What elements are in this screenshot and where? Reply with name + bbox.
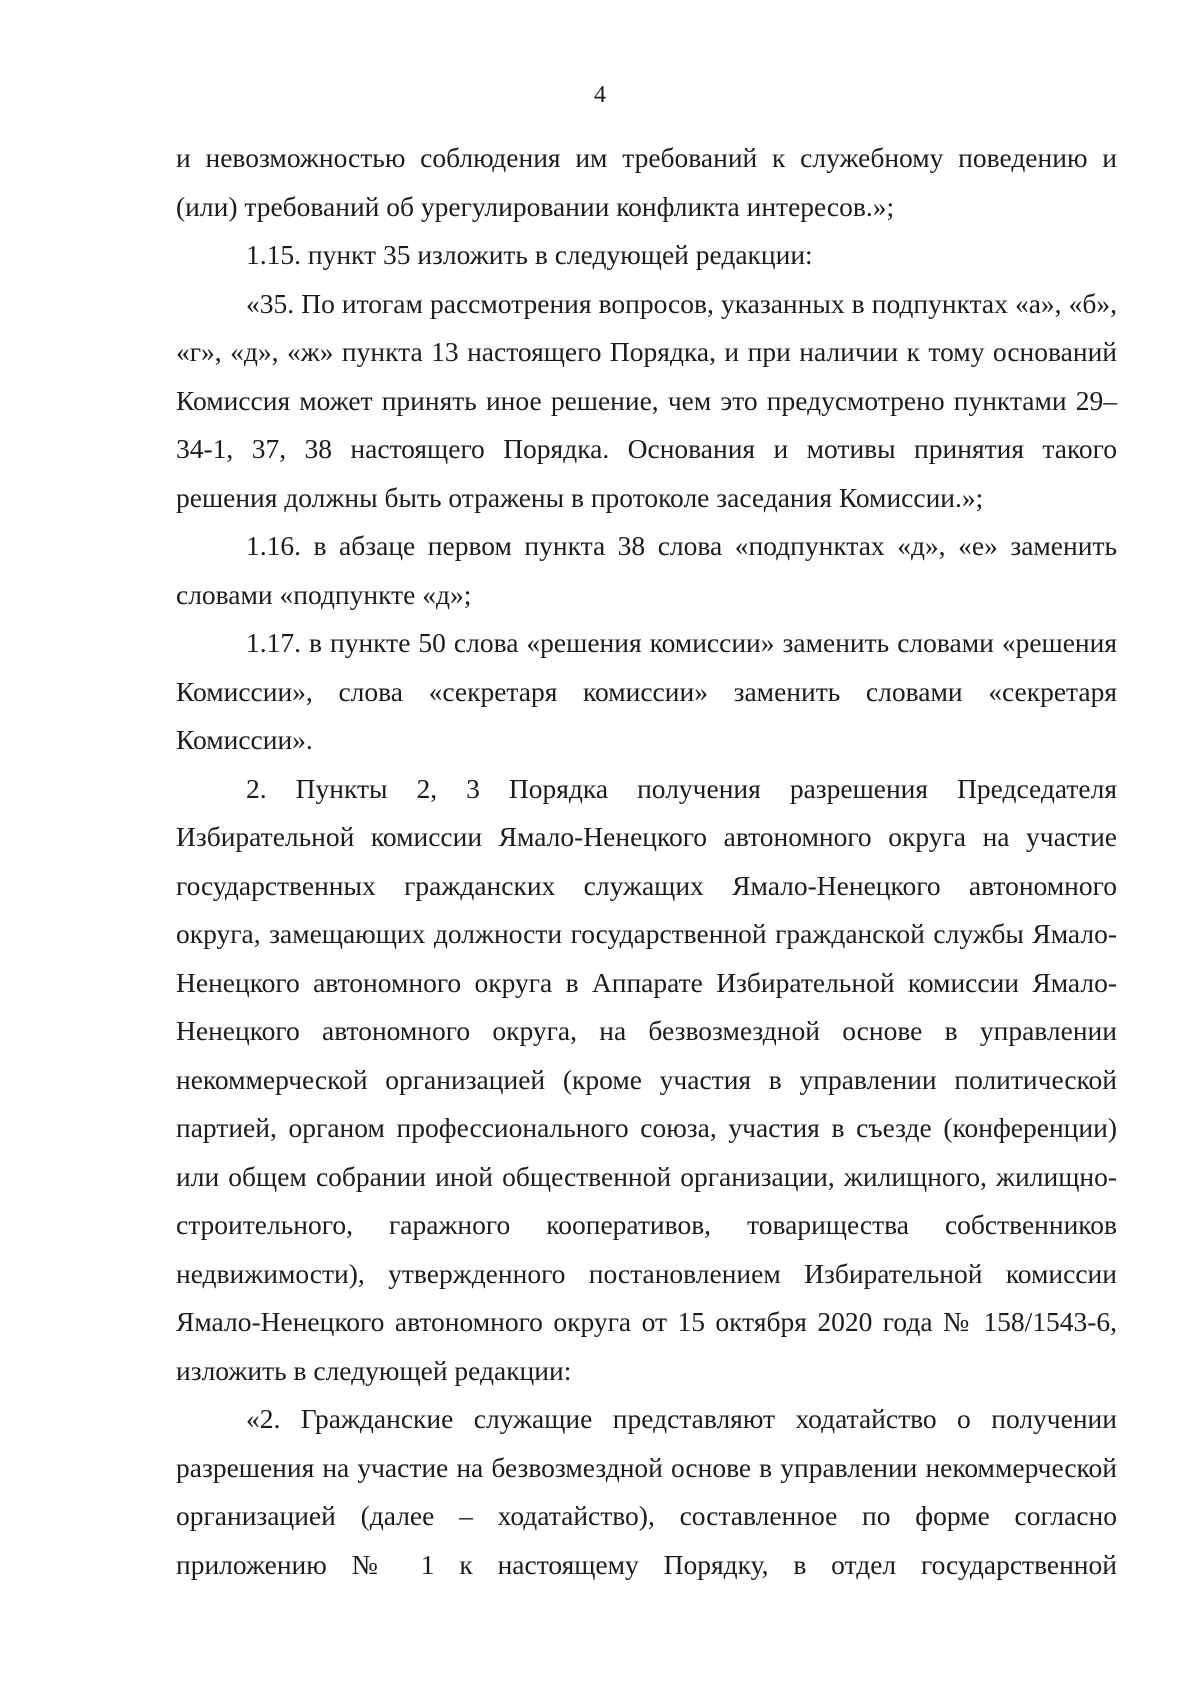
paragraph-2: 2. Пункты 2, 3 Порядка получения разрешения Председателя Избирательной комиссии Ямало-Ненецкого автономного округа на участие государственных гражданских служащих Ямало-Ненецкого автономного округа, замещающих должности государственной гражданской службы Ямало-Ненецкого автономного округа в Аппарате Избирательной комиссии Ямало-Ненецкого автономного округа, на безвозмездной основе в управлении некоммерческой организацией (кроме участия в управлении политической партией, органом профессионального союза, участия в съезде (конференции) или общем собрании иной общественной организации, жилищного, жилищно-строительного, гаражного кооперативов, товарищества собственников недвижимости), утвержденного постановлением Избирательной комиссии Ямало-Ненецкого автономного округа от 15 октября 2020 года № 158/1543-6, изложить в следующей редакции: — [176, 772, 1117, 1386]
paragraph-continuation: и невозможностью соблюдения им требований к служебному поведению и (или) требований об урегулировании конфликта интересов.»; — [176, 142, 1117, 222]
paragraph-point-2-quote: «2. Гражданские служащие представляют ходатайство о получении разрешения на участие на безвозмездной основе в управлении некоммерческой организацией (далее – ходатайство), составленное по форме согласно приложению № 1 к настоящему Порядку, в отдел государственной — [176, 1403, 1117, 1580]
paragraph-1-15: 1.15. пункт 35 изложить в следующей редакции: — [246, 239, 813, 270]
page-number: 4 — [594, 82, 606, 108]
paragraph-1-17: 1.17. в пункте 50 слова «решения комиссии» заменить словами «решения Комиссии», слова «секретаря комиссии» заменить словами «секретаря Комиссии». — [176, 627, 1117, 755]
paragraph-point-35: «35. По итогам рассмотрения вопросов, указанных в подпунктах «а», «б», «г», «д», «ж» пункта 13 настоящего Порядка, и при наличии к тому оснований Комиссия может принять иное решение, чем это предусмотрено пунктами 29–34-1, 37, 38 настоящего Порядка. Основания и мотивы принятия такого решения должны быть отражены в протоколе заседания Комиссии.»; — [176, 287, 1117, 513]
paragraph-1-16: 1.16. в абзаце первом пункта 38 слова «подпунктах «д», «е» заменить словами «подпункте «д»; — [176, 530, 1117, 610]
document-body — [176, 134, 1117, 1589]
